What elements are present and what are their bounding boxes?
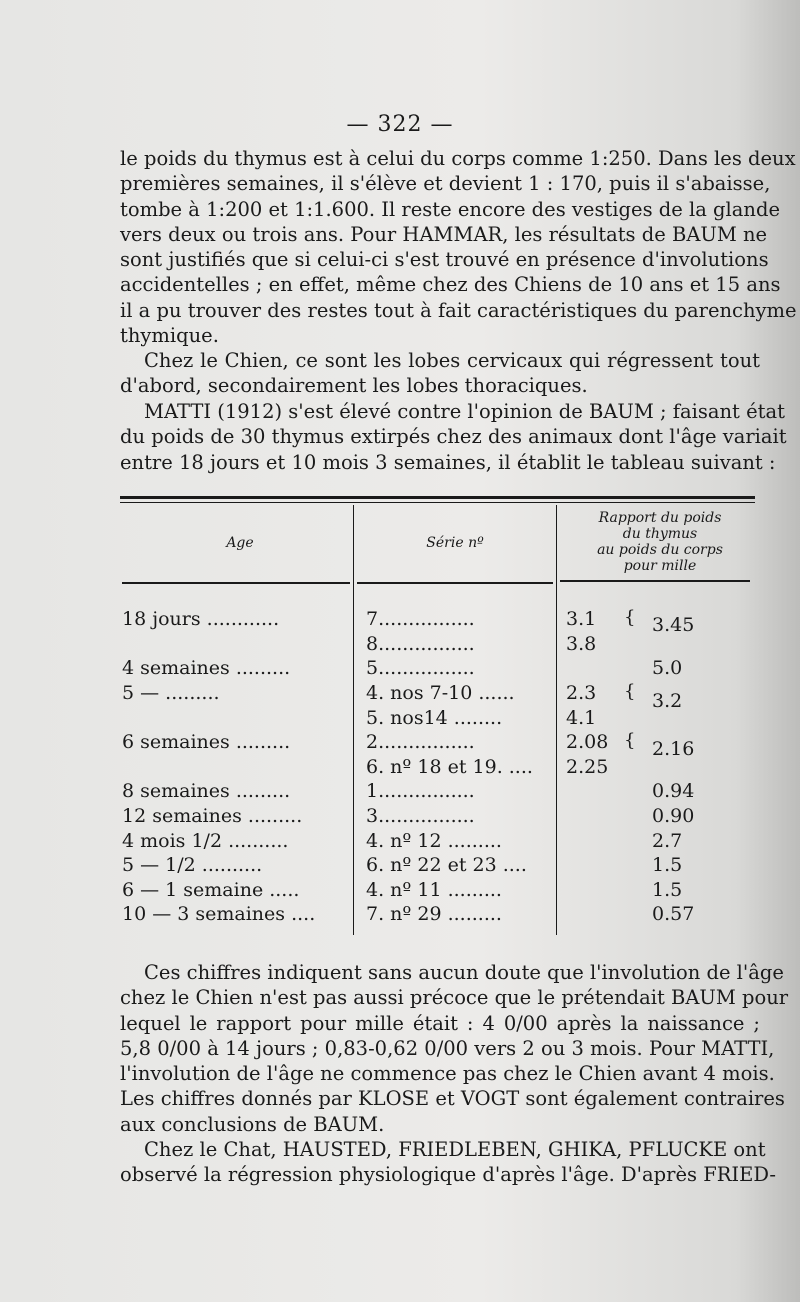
text-line: le poids du thymus est à celui du corps comme 1:250. Dans les deux: [120, 147, 796, 170]
text-line: du poids de 30 thymus extirpés chez des animaux dont l'âge variait: [120, 425, 787, 449]
text-line: 5,8 0/00 à 14 jours ; 0,83-0,62 0/00 vers 2 ou 3 mois. Pour MATTI,: [120, 1036, 775, 1060]
header-underline: [560, 580, 750, 582]
column-divider: [353, 505, 354, 935]
text-line: accidentelles ; en effet, même chez des Chiens de 10 ans et 15 ans: [120, 273, 781, 297]
header-underline: [122, 582, 350, 584]
text-line: premières semaines, il s'élève et devient 1 : 170, puis il s'abaisse,: [120, 172, 771, 196]
cell-serie: 8................: [366, 633, 475, 655]
cell-serie: 4. nº 12 .........: [366, 830, 502, 852]
text-line: chez le Chien n'est pas aussi précoce que le prétendait BAUM pour: [120, 986, 789, 1010]
text-line: Chez le Chat, HAUSTED, FRIEDLEBEN, GHIKA, PFLUCKE ont: [144, 1138, 766, 1161]
cell-serie: 1................: [366, 780, 475, 802]
cell-average: 0.57: [652, 903, 695, 925]
cell-average: 1.5: [652, 879, 683, 901]
cell-age: 10 — 3 semaines ....: [122, 903, 316, 925]
cell-average: 0.94: [652, 780, 695, 802]
cell-value: 3.1: [566, 608, 597, 630]
header-rapport: [570, 510, 750, 574]
cell-average: 5.0: [652, 657, 683, 679]
cell-age: 8 semaines .........: [122, 780, 291, 802]
cell-value: 2.08: [566, 731, 609, 753]
header-underline: [357, 582, 553, 584]
column-divider: [556, 505, 557, 935]
paragraph-3: [120, 399, 787, 475]
header-rapport-line: Rapport du poids: [598, 510, 722, 526]
text-line: aux conclusions de BAUM.: [120, 1112, 385, 1136]
cell-average: 0.90: [652, 805, 695, 827]
group-average: 3.2: [652, 690, 683, 712]
text-line: sont justifiés que si celui-ci s'est trouvé en présence d'involutions: [120, 248, 769, 272]
paragraph-1: [120, 146, 797, 348]
text-line: lequel le rapport pour mille était : 4 0/00 après la naissance ;: [120, 1011, 760, 1035]
cell-serie: 4. nº 11 .........: [366, 879, 502, 901]
cell-value: 2.3: [566, 682, 597, 704]
text-line: observé la régression physiologique d'après l'âge. D'après FRIED-: [120, 1163, 776, 1187]
text-line: vers deux ou trois ans. Pour HAMMAR, les résultats de BAUM ne: [120, 222, 768, 246]
text-line: MATTI (1912) s'est élevé contre l'opinion de BAUM ; faisant état: [144, 400, 785, 423]
cell-age: 4 semaines .........: [122, 657, 291, 679]
table-top-rule-thin: [120, 502, 755, 503]
text-line: l'involution de l'âge ne commence pas chez le Chien avant 4 mois.: [120, 1062, 775, 1086]
text-line: d'abord, secondairement les lobes thoraciques.: [120, 374, 588, 398]
header-serie: Série nº: [426, 535, 484, 551]
brace: {: [624, 681, 636, 702]
cell-serie: 7. nº 29 .........: [366, 903, 502, 925]
cell-serie: 3................: [366, 805, 475, 827]
group-average: 3.45: [652, 614, 695, 636]
brace: {: [624, 730, 636, 751]
cell-serie: 5................: [366, 657, 475, 679]
cell-average: 1.5: [652, 854, 683, 876]
page-number: — 322 —: [346, 112, 454, 137]
table-top-rule: [120, 496, 755, 499]
paragraph-2: [120, 348, 760, 399]
header-rapport-line: du thymus: [622, 526, 698, 542]
cell-serie: 4. nos 7-10 ......: [366, 682, 515, 704]
cell-serie: 7................: [366, 608, 475, 630]
cell-average: 2.7: [652, 830, 683, 852]
cell-serie: 2................: [366, 731, 475, 753]
group-average: 2.16: [652, 738, 695, 760]
cell-age: 5 — 1/2 ..........: [122, 854, 263, 876]
cell-serie: 6. nº 22 et 23 ....: [366, 854, 527, 876]
cell-serie: 5. nos14 ........: [366, 707, 503, 729]
cell-age: 4 mois 1/2 ..........: [122, 830, 289, 852]
text-line: Les chiffres donnés par KLOSE et VOGT sont également contraires: [120, 1087, 785, 1111]
text-line: Ces chiffres indiquent sans aucun doute que l'involution de l'âge: [144, 961, 784, 984]
brace: {: [624, 607, 636, 628]
text-line: tombe à 1:200 et 1:1.600. Il reste encore des vestiges de la glande: [120, 197, 780, 221]
cell-value: 3.8: [566, 633, 597, 655]
header-age: Age: [226, 535, 254, 551]
cell-age: 6 semaines .........: [122, 731, 291, 753]
header-rapport-line: au poids du corps: [597, 542, 723, 558]
paragraph-5: [120, 1137, 776, 1188]
text-line: thymique.: [120, 324, 219, 348]
cell-serie: 6. nº 18 et 19. ....: [366, 756, 533, 778]
cell-age: 5 — .........: [122, 682, 220, 704]
text-line: Chez le Chien, ce sont les lobes cervicaux qui régressent tout: [144, 349, 760, 372]
paragraph-4: [120, 960, 789, 1137]
cell-age: 18 jours ............: [122, 608, 280, 630]
cell-value: 4.1: [566, 707, 597, 729]
header-rapport-line: pour mille: [623, 558, 697, 574]
text-line: entre 18 jours et 10 mois 3 semaines, il établit le tableau suivant :: [120, 450, 776, 474]
text-line: il a pu trouver des restes tout à fait caractéristiques du parenchyme: [120, 298, 797, 322]
cell-age: 6 — 1 semaine .....: [122, 879, 300, 901]
cell-value: 2.25: [566, 756, 609, 778]
cell-age: 12 semaines .........: [122, 805, 303, 827]
